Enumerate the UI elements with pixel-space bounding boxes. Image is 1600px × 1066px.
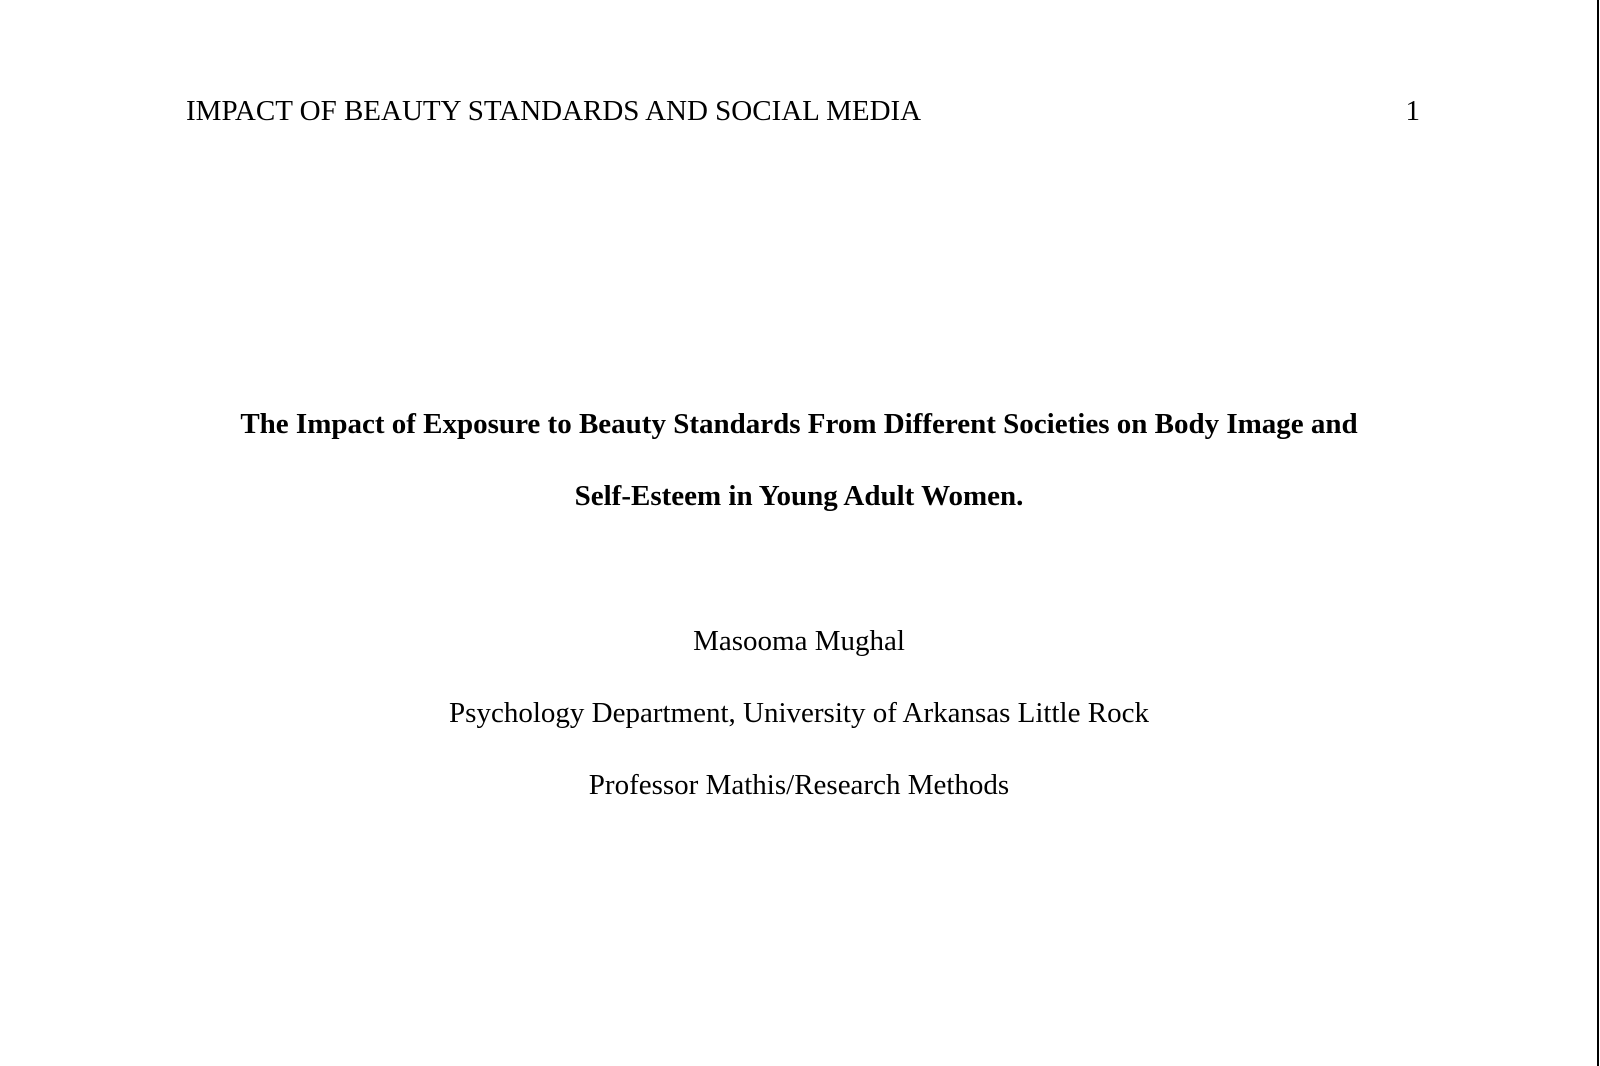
page-number: 1	[1405, 95, 1420, 127]
paper-title-line-1: The Impact of Exposure to Beauty Standards From Different Societies on Body Image and	[240, 408, 1358, 440]
author-name: Masooma Mughal	[693, 625, 905, 657]
page-edge-divider	[1597, 0, 1599, 1066]
course-info: Professor Mathis/Research Methods	[588, 769, 1010, 801]
paper-title-line-2: Self-Esteem in Young Adult Women.	[574, 480, 1024, 512]
institutional-affiliation: Psychology Department, University of Arkansas Little Rock	[449, 697, 1149, 729]
running-head: IMPACT OF BEAUTY STANDARDS AND SOCIAL MEDIA	[186, 95, 922, 127]
